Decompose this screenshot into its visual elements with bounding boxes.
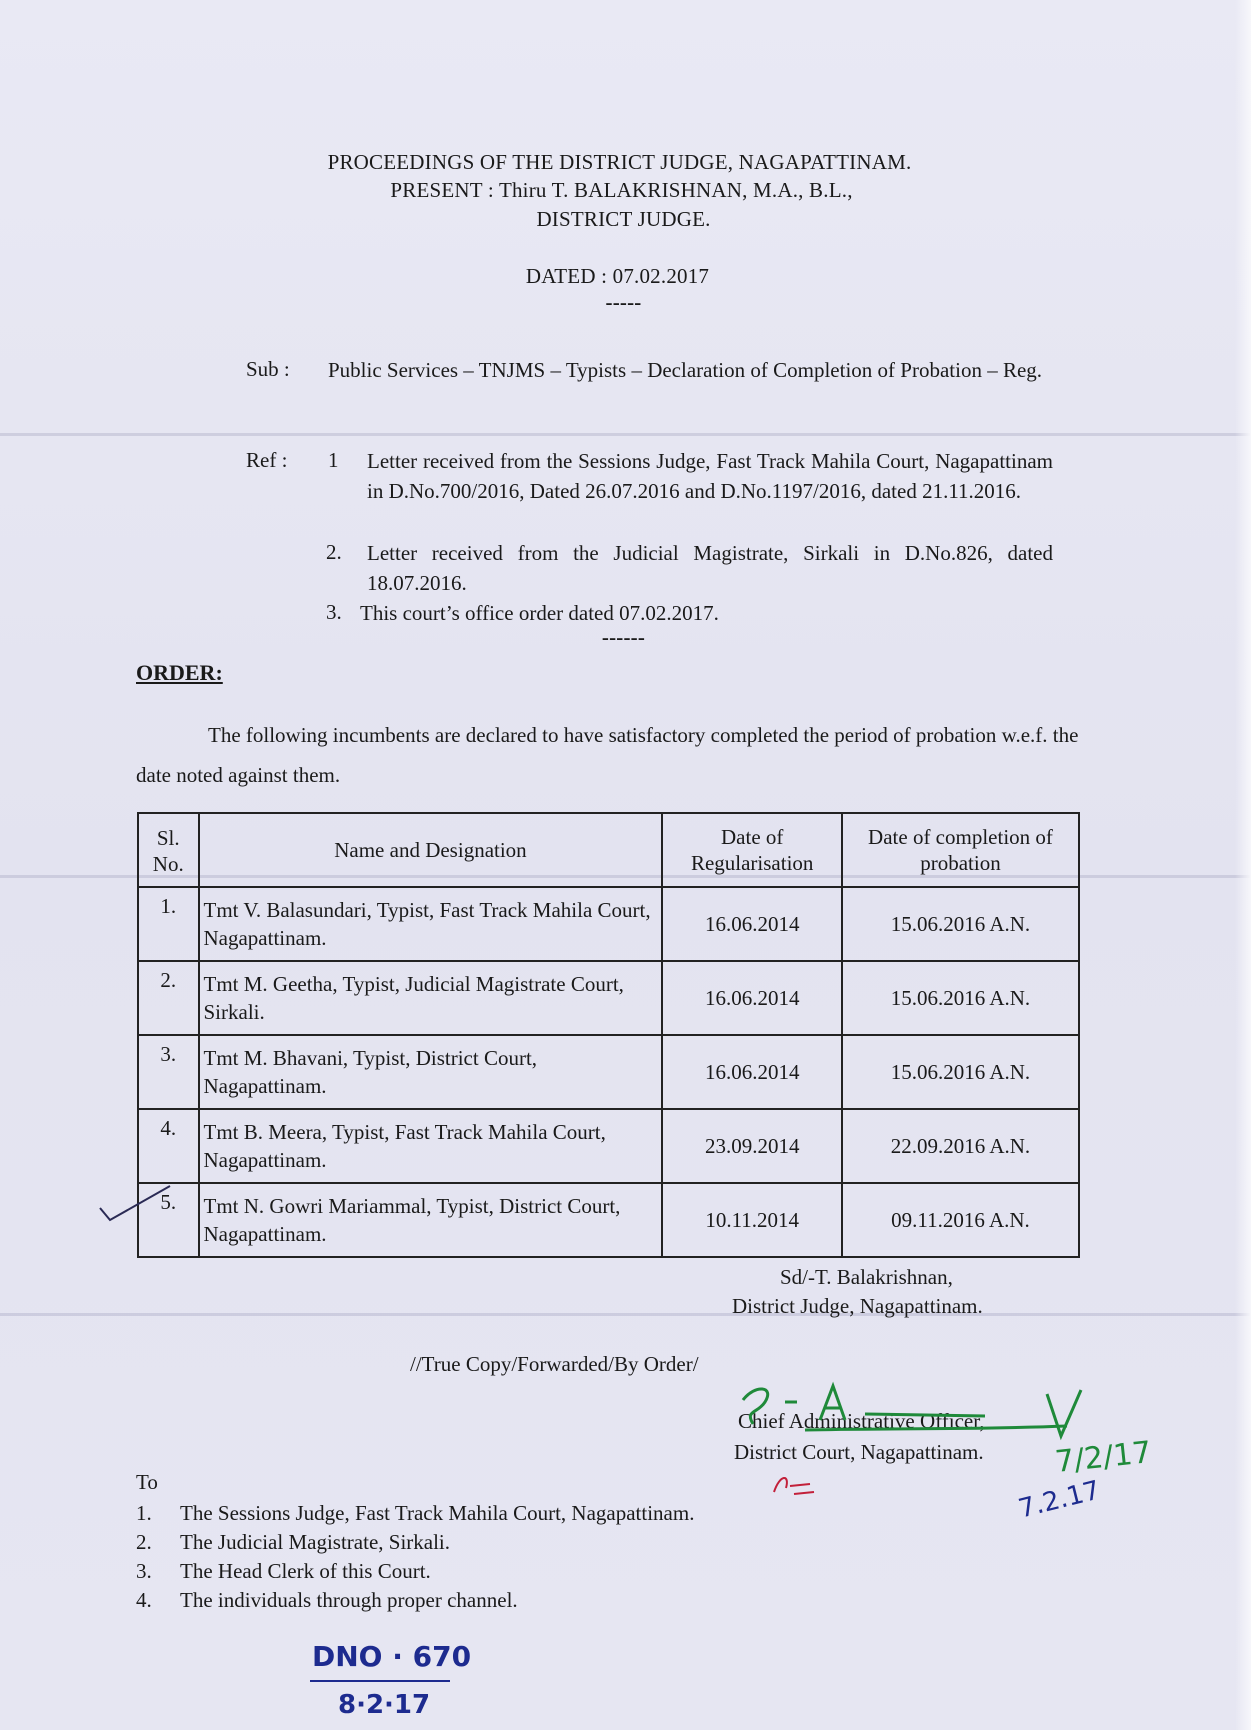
col-header-completion: Date of completion of probation — [842, 813, 1079, 887]
list-item: 2. The Judicial Magistrate, Sirkali. — [136, 1530, 451, 1554]
table-header-row — [138, 813, 1079, 887]
col-header-name: Name and Designation — [199, 813, 663, 887]
row-regularisation-date: 16.06.2014 — [662, 887, 842, 961]
probation-table — [137, 812, 1080, 1258]
row-sl-no: 5. — [138, 1183, 199, 1257]
row-name: Tmt V. Balasundari, Typist, Fast Track Mahila Court, Nagapattinam. — [199, 887, 663, 961]
ref-number: 1 — [328, 448, 339, 472]
header-divider: ----- — [605, 290, 642, 314]
order-paragraph: The following incumbents are declared to have satisfactory completed the period of probation w.e.f. the date noted against them. — [136, 723, 1079, 787]
blue-date: 7.2.17 — [1015, 1475, 1104, 1525]
dno-date: 8·2·17 — [338, 1690, 431, 1720]
order-heading: ORDER: — [136, 660, 223, 685]
signature-line-1: Sd/-T. Balakrishnan, — [780, 1265, 953, 1289]
ref-number: 3. — [326, 600, 342, 624]
ref-item-text: Letter received from the Judicial Magistrate, Sirkali in D.No.826, dated 18.07.2016. — [367, 541, 1053, 595]
row-regularisation-date: 16.06.2014 — [662, 1035, 842, 1109]
ref-label: Ref : — [246, 448, 288, 472]
dated-line: DATED : 07.02.2017 — [525, 264, 710, 288]
subject-label: Sub : — [246, 357, 290, 381]
subject-text: Public Services – TNJMS – Typists – Declaration of Completion of Probation – Reg. — [328, 358, 1043, 382]
dno-number: DNO · 670 — [312, 1640, 472, 1673]
header-line-1: PROCEEDINGS OF THE DISTRICT JUDGE, NAGAPATTINAM. — [327, 150, 912, 174]
table-row — [138, 887, 1079, 961]
row-completion-date: 22.09.2016 A.N. — [842, 1109, 1079, 1183]
row-sl-no: 4. — [138, 1109, 199, 1183]
green-signature-icon — [735, 1380, 1095, 1450]
row-completion-date: 15.06.2016 A.N. — [842, 961, 1079, 1035]
list-item: 3. The Head Clerk of this Court. — [136, 1559, 431, 1583]
table-row — [138, 1109, 1079, 1183]
row-name: Tmt B. Meera, Typist, Fast Track Mahila Court, Nagapattinam. — [199, 1109, 663, 1183]
cao-line-2: District Court, Nagapattinam. — [734, 1440, 984, 1464]
row-sl-no: 1. — [138, 887, 199, 961]
row-completion-date: 09.11.2016 A.N. — [842, 1183, 1079, 1257]
header-line-2: PRESENT : Thiru T. BALAKRISHNAN, M.A., B.L., — [390, 178, 853, 202]
green-date: 7/2/17 — [1053, 1435, 1154, 1480]
signature-line-2: District Judge, Nagapattinam. — [732, 1294, 983, 1318]
paper-fold — [0, 1313, 1251, 1316]
row-regularisation-date: 16.06.2014 — [662, 961, 842, 1035]
table-row — [138, 1183, 1079, 1257]
table-row — [138, 1035, 1079, 1109]
to-label: To — [136, 1470, 158, 1494]
ref-item-text: This court’s office order dated 07.02.2017. — [360, 601, 719, 625]
dno-underline — [310, 1680, 450, 1682]
red-initials-icon — [770, 1470, 820, 1500]
row-name: Tmt M. Geetha, Typist, Judicial Magistrate Court, Sirkali. — [199, 961, 663, 1035]
row-sl-no: 3. — [138, 1035, 199, 1109]
cao-line-1: Chief Administrative Officer, — [738, 1409, 985, 1433]
row-regularisation-date: 23.09.2014 — [662, 1109, 842, 1183]
check-mark-icon — [96, 1180, 176, 1230]
ref-number: 2. — [326, 540, 342, 564]
distribution-list — [136, 1499, 694, 1615]
ref-item-text: Letter received from the Sessions Judge, Fast Track Mahila Court, Nagapattinam in D.No.700/2016, Dated 26.07.2016 and D.No.1197/2016, dated 21.11.2016. — [367, 449, 1053, 503]
row-completion-date: 15.06.2016 A.N. — [842, 1035, 1079, 1109]
row-sl-no: 2. — [138, 961, 199, 1035]
header-line-3: DISTRICT JUDGE. — [536, 207, 711, 231]
col-header-sl-no: Sl. No. — [138, 813, 199, 887]
paper-fold — [0, 433, 1251, 436]
ref-divider: ------ — [601, 625, 646, 649]
row-name: Tmt N. Gowri Mariammal, Typist, District Court, Nagapattinam. — [199, 1183, 663, 1257]
table-row — [138, 961, 1079, 1035]
col-header-regularisation: Date of Regularisation — [662, 813, 842, 887]
row-regularisation-date: 10.11.2014 — [662, 1183, 842, 1257]
list-item: 1. The Sessions Judge, Fast Track Mahila Court, Nagapattinam. — [136, 1501, 695, 1525]
row-completion-date: 15.06.2016 A.N. — [842, 887, 1079, 961]
true-copy-line: //True Copy/Forwarded/By Order/ — [410, 1352, 699, 1376]
row-name: Tmt M. Bhavani, Typist, District Court, Nagapattinam. — [199, 1035, 663, 1109]
list-item: 4. The individuals through proper channel. — [136, 1588, 518, 1612]
paper-edge — [1235, 0, 1251, 1730]
